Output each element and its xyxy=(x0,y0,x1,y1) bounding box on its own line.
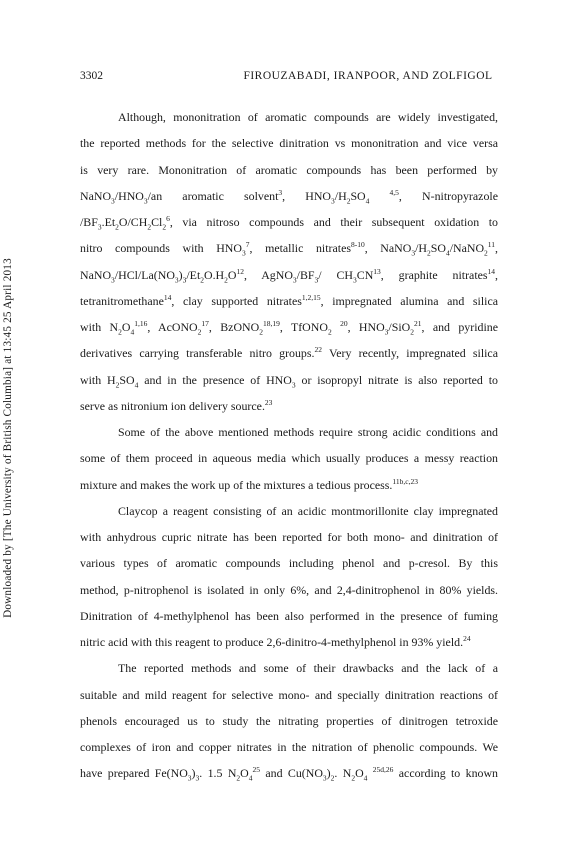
running-head: FIROUZABADI, IRANPOOR, AND ZOLFIGOL xyxy=(243,70,493,82)
text-line: $NaNO_3/HNO_3/an$ aromatic solvent$^3$, $HNO_3/H_2SO_4$ $^{4,5}$, N-nitropyrazole xyxy=(80,187,498,206)
text-line: nitro compounds with $HNO_3^7$, metallic nitrates$^{8-10}$, $NaNO_3/H_2SO_4/NaNO_2^{11}$, xyxy=(80,240,499,258)
text-line: mixture and makes the work up of the mixtures a tedious process.$^{11b,c,23}$ xyxy=(80,476,418,492)
paragraph xyxy=(80,655,498,786)
text-line: $/BF_3.Et_2O/CH_2Cl_2^6$, via nitroso compounds and their subsequent oxidation to xyxy=(80,214,498,232)
text-line: with $H_2SO_4$ and in the presence of $HNO_3$ or isopropyl nitrate is also reported to xyxy=(80,372,498,389)
text-line: with $N_2O_4^{1,16}$, AcONO$_2^{17}$, BzONO$_2^{18,19}$, TfONO$_2$ $^{20}$, $HNO_3/SiO_2^{21}$, and pyridine xyxy=(80,319,498,337)
page-number: 3302 xyxy=(80,70,103,82)
text-line: Some of the above mentioned methods require strong acidic conditions and xyxy=(118,425,498,439)
paragraph xyxy=(80,104,498,419)
paragraph xyxy=(80,498,498,656)
text-line: Claycop a reagent consisting of an acidic montmorillonite clay impregnated xyxy=(118,503,498,518)
text-line: Although, mononitration of aromatic compounds are widely investigated, xyxy=(118,110,498,124)
text-line: tetranitromethane$^{14}$, clay supported nitrates$^{1,2,15}$, impregnated alumina and silica xyxy=(80,292,499,308)
text-line: some of them proceed in aqueous media which usually produces a messy reaction xyxy=(80,451,498,466)
article-body xyxy=(80,104,498,787)
text-line: Dinitration of 4-methylphenol has been also performed in the presence of fuming xyxy=(80,608,498,623)
text-line: $NaNO_3/HCl/La(NO_3)_3/Et_2O.H_2O^{12}$, $AgNO_3/BF_3/$ $CH_3CN^{13}$, graphite nitrates$^{14}$, xyxy=(80,266,499,284)
text-line: phenols encouraged us to study the nitrating properties of dinitrogen tetroxide xyxy=(80,713,498,728)
text-line: with anhydrous cupric nitrate has been reported for both mono- and dinitration of xyxy=(80,530,498,544)
text-line: have prepared $Fe(NO_3)_3$. 1.5 $N_2O_4^{25}$ and $Cu(NO_3)_2$. $N_2O_4$ $^{25d,26}$ according to known xyxy=(80,765,498,783)
text-line: the reported methods for the selective dinitration vs mononitration and vice versa xyxy=(80,136,498,151)
text-line: suitable and mild reagent for selective mono- and specially dinitration reactions of xyxy=(80,687,498,702)
text-line: nitric acid with this reagent to produce 2,6-dinitro-4-methylphenol in 93% yield.$^{24}$ xyxy=(80,634,471,649)
text-line: complexes of iron and copper nitrates in the nitration of phenolic compounds. We xyxy=(80,740,498,754)
text-line: The reported methods and some of their drawbacks and the lack of a xyxy=(118,661,498,676)
text-line: serve as nitronium ion delivery source.$^{23}$ xyxy=(80,397,273,413)
text-line: derivatives carrying transferable nitro groups.$^{22}$ Very recently, impregnated silica xyxy=(80,345,498,361)
text-line: method, p-nitrophenol is isolated in only 6%, and 2,4-dinitrophenol in 80% yields. xyxy=(80,582,498,597)
text-line: various types of aromatic compounds including phenol and p-cresol. By this xyxy=(80,556,498,571)
text-line: is very rare. Mononitration of aromatic compounds has been performed by xyxy=(80,162,498,177)
paragraph xyxy=(80,419,498,498)
download-watermark: Downloaded by [The University of British Columbia] at 13:45 25 April 2013 xyxy=(2,258,14,618)
